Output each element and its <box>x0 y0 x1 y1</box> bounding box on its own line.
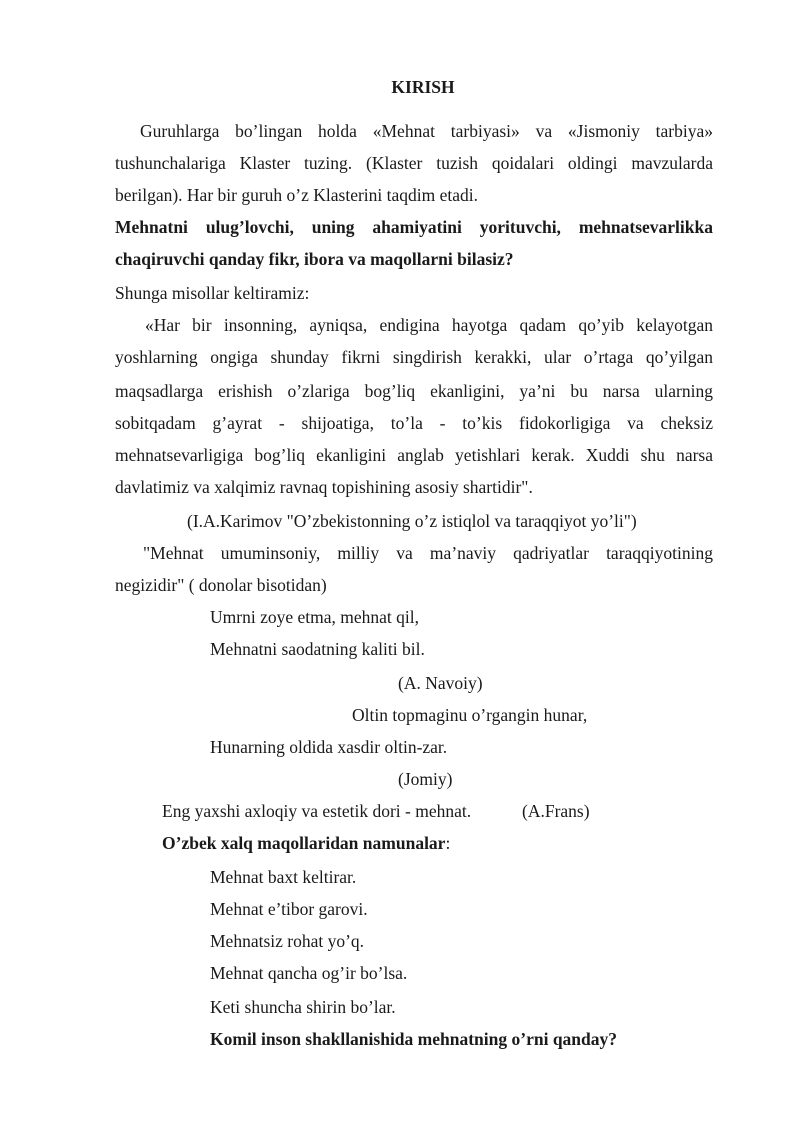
proverbs-heading <box>162 832 450 854</box>
quote-line-1: «Har bir insonning, ayniqsa, endigina hayotga qadam qo’yib kelayotgan <box>145 315 713 335</box>
frans-author: (A.Frans) <box>522 801 590 821</box>
intro-line-2: tushunchalariga Klaster tuzing. (Klaster tuzish qoidalari oldingi mavzularda <box>115 153 713 173</box>
proverb-item: Mehnat e’tibor garovi. <box>210 899 368 919</box>
poem1-line-1: Umrni zoye etma, mehnat qil, <box>210 607 419 627</box>
quote-line-5: mehnatsevarligiga bog’liq ekanligini anglab yetishlari kerak. Xuddi shu narsa <box>115 445 713 465</box>
examples-intro: Shunga misollar keltiramiz: <box>115 283 310 303</box>
quote-line-2: yoshlarning ongiga shunday fikrni singdirish kerakki, ular o’rtaga qo’yilgan <box>115 347 713 367</box>
intro-line-3: berilgan). Har bir guruh o’z Klasterini taqdim etadi. <box>115 185 479 205</box>
proverb-item: Mehnatsiz rohat yo’q. <box>210 931 365 951</box>
poem2-author: (Jomiy) <box>398 769 453 789</box>
proverbs-heading-text: O’zbek xalq maqollaridan namunalar <box>162 833 446 853</box>
poem2-line-2: Hunarning oldida xasdir oltin-zar. <box>210 737 448 757</box>
poem1-line-2: Mehnatni saodatning kaliti bil. <box>210 639 425 659</box>
question-1-line-2: chaqiruvchi qanday fikr, ibora va maqollarni bilasiz? <box>115 249 514 269</box>
intro-line-1: Guruhlarga bo’lingan holda «Mehnat tarbiyasi» va «Jismoniy tarbiya» <box>140 121 713 141</box>
quote-source: (I.A.Karimov "O’zbekistonning o’z istiqlol va taraqqiyot yo’li") <box>187 511 637 531</box>
poem1-author: (A. Navoiy) <box>398 673 483 693</box>
proverb-item: Mehnat baxt keltirar. <box>210 867 357 887</box>
page-title: KIRISH <box>391 77 455 97</box>
proverbs-heading-colon: : <box>445 833 451 853</box>
quote-line-3: maqsadlarga erishish o’zlariga bog’liq ekanligini, ya’ni bu narsa ularning <box>115 381 713 401</box>
proverb-item: Mehnat qancha og’ir bo’lsa. <box>210 963 408 983</box>
quote-line-4: sobitqadam g’ayrat - shijoatiga, to’la - to’kis fidokorligiga va cheksiz <box>115 413 713 433</box>
wisdom-line-2: negizidir" ( donolar bisotidan) <box>115 575 327 595</box>
wisdom-line-1: "Mehnat umuminsoniy, milliy va ma’naviy qadriyatlar taraqqiyotining <box>143 543 713 563</box>
poem2-line-1: Oltin topmaginu o’rgangin hunar, <box>352 705 588 725</box>
question-2: Komil inson shakllanishida mehnatning o’rni qanday? <box>210 1029 618 1049</box>
question-1-line-1: Mehnatni ulug’lovchi, uning ahamiyatini yorituvchi, mehnatsevarlikka <box>115 217 713 237</box>
frans-quote: Eng yaxshi axloqiy va estetik dori - mehnat. <box>162 801 472 821</box>
quote-line-6: davlatimiz va xalqimiz ravnaq topishining asosiy shartidir". <box>115 477 533 497</box>
proverb-item: Keti shuncha shirin bo’lar. <box>210 997 396 1017</box>
